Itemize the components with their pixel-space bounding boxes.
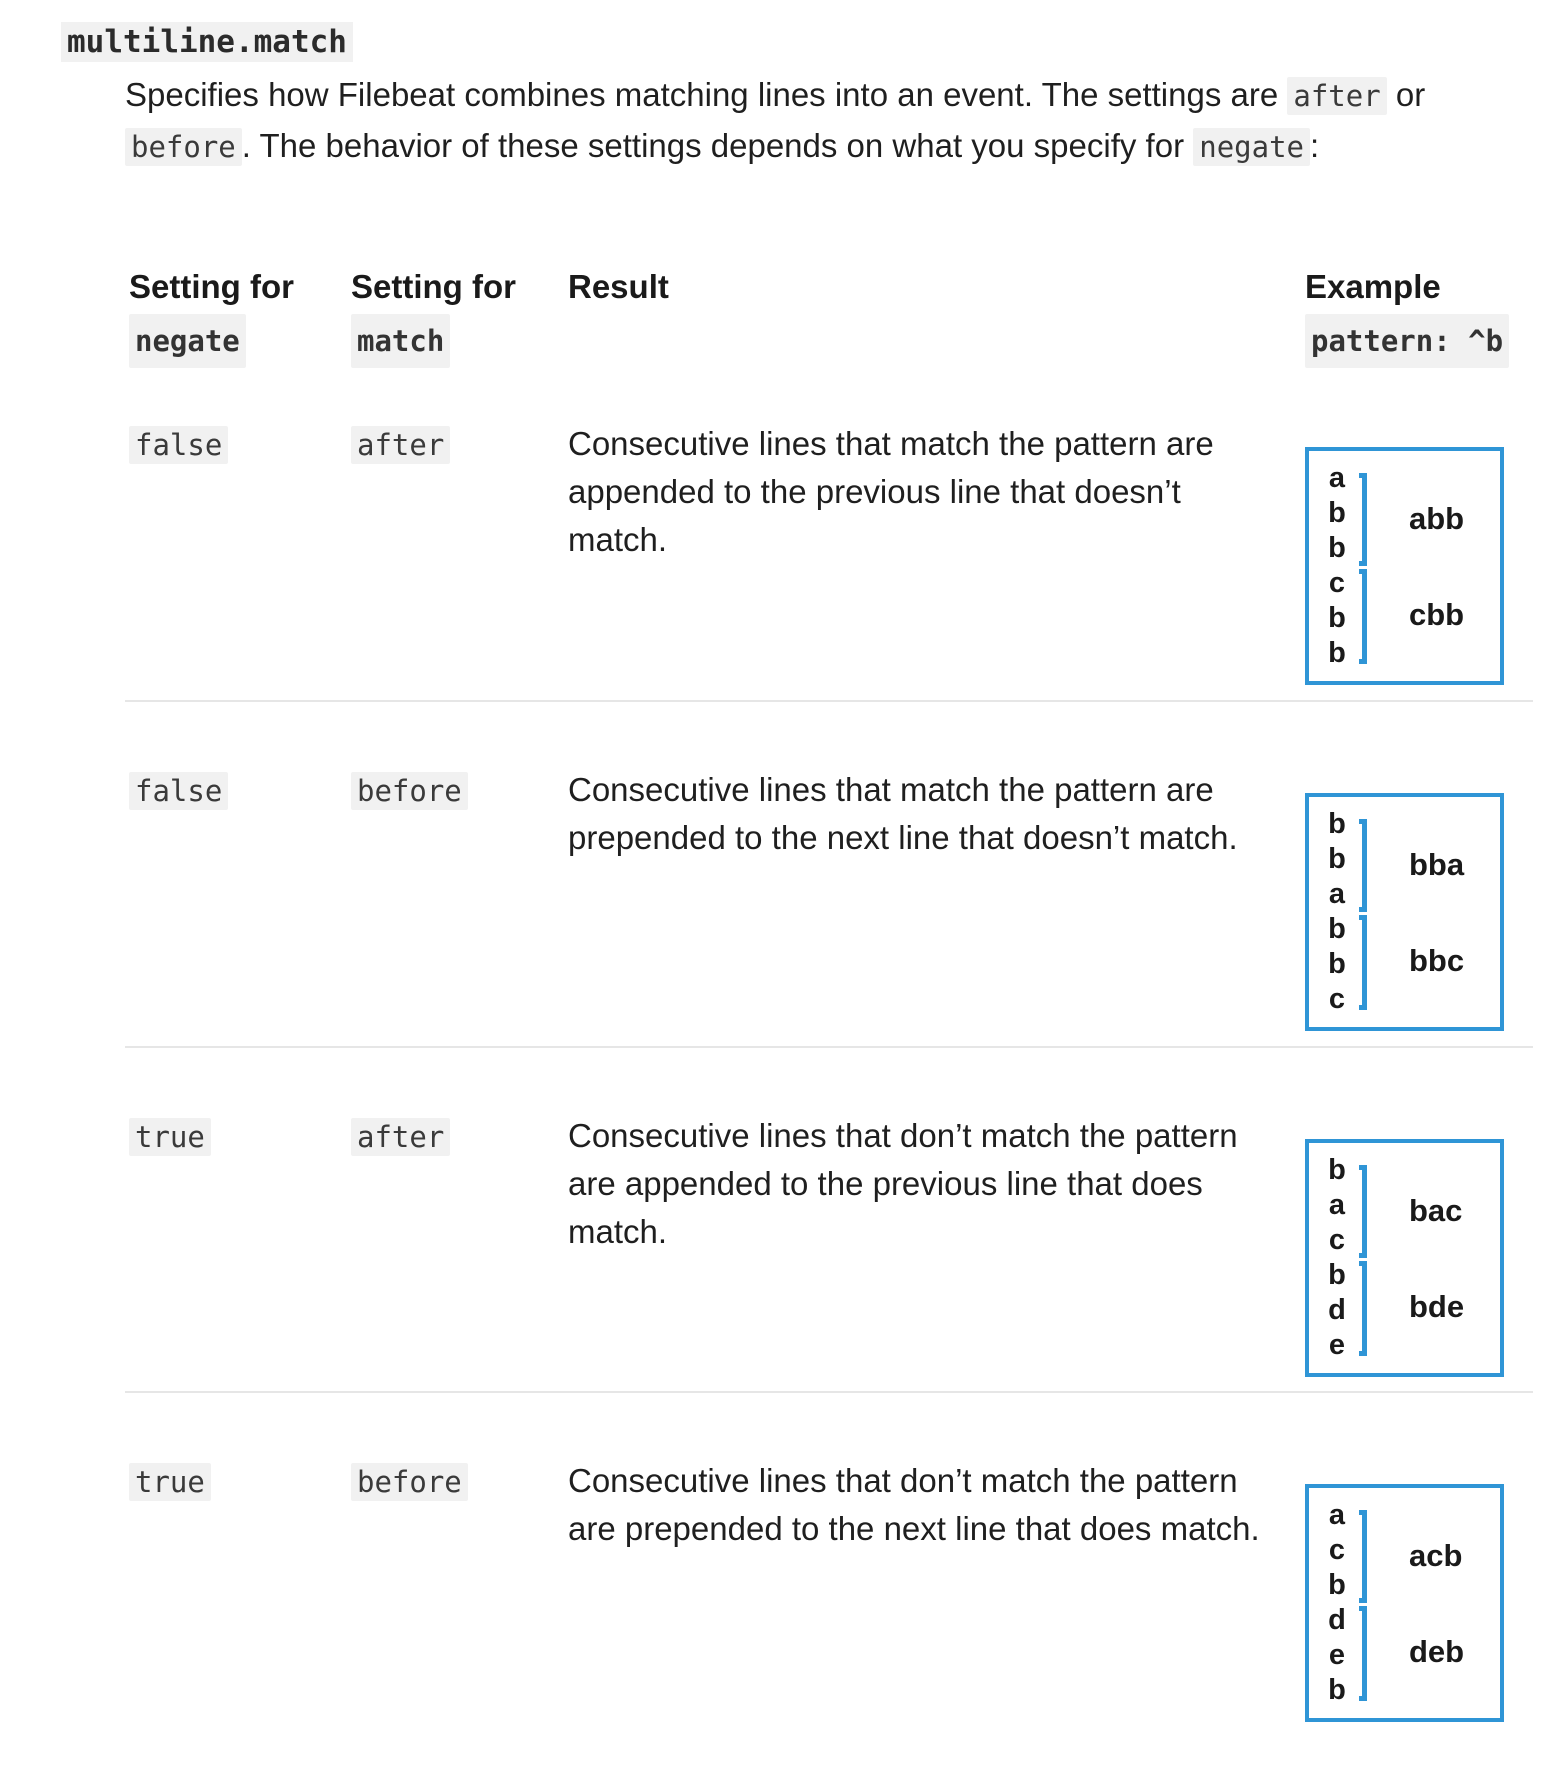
match-value: after [351,426,450,464]
inline-code-negate: negate [1193,128,1310,166]
combined-event: cbb [1409,597,1465,632]
input-line: b [1328,808,1346,840]
header-match [351,262,516,368]
match-value: before [351,772,468,810]
result-text: Consecutive lines that match the pattern are prepended to the next line that doesn’t match. [568,771,1238,856]
header-example-label: Example [1305,268,1441,305]
header-negate-label: Setting for [129,268,294,305]
input-line: c [1328,1224,1346,1256]
group-bracket-icon [1359,1510,1367,1603]
row-divider [125,1046,1533,1048]
table-row [125,736,1533,1084]
inline-code-before: before [125,128,242,166]
combined-event: bde [1409,1289,1465,1324]
header-negate-code: negate [129,314,246,368]
input-line: a [1328,462,1346,494]
combined-event: acb [1409,1538,1463,1573]
header-result-label: Result [568,268,669,305]
group-bracket-icon [1359,819,1367,912]
input-line: b [1328,1569,1346,1601]
description-text: : [1310,127,1320,164]
combined-event: bbc [1409,943,1465,978]
input-lines [1327,1498,1347,1708]
input-line: b [1328,1154,1346,1186]
result-text: Consecutive lines that match the pattern are appended to the previous line that doesn’t match. [568,425,1214,558]
combined-event: abb [1409,501,1465,536]
input-line: b [1328,602,1346,634]
combined-event: bac [1409,1193,1463,1228]
example-diagram [1305,1484,1504,1722]
input-line: b [1328,843,1346,875]
match-value: before [351,1463,468,1501]
table-row [125,1082,1533,1430]
example-diagram [1305,447,1504,685]
group-bracket-icon [1359,1606,1367,1701]
example-diagram [1305,1139,1504,1377]
input-line: a [1328,1189,1346,1221]
example-diagram [1305,793,1504,1031]
combined-event: deb [1409,1634,1465,1669]
input-line: b [1328,913,1346,945]
combined-event: bba [1409,847,1465,882]
inline-code-after: after [1287,77,1386,115]
input-line: b [1328,637,1346,669]
description-text: or [1386,76,1426,113]
input-line: e [1328,1639,1346,1671]
description-text: Specifies how Filebeat combines matching lines into an event. The settings are [125,76,1288,113]
header-negate [129,262,294,368]
header-result [568,262,669,312]
input-line: a [1328,878,1346,910]
header-example [1305,262,1509,368]
negate-value: true [129,1463,211,1501]
input-line: b [1328,532,1346,564]
group-bracket-icon [1359,1261,1367,1356]
input-lines [1327,807,1347,1017]
description-text: . The behavior of these settings depends on what you specify for [241,127,1194,164]
negate-value: true [129,1118,211,1156]
row-divider [125,1391,1533,1393]
input-line: b [1328,948,1346,980]
group-bracket-icon [1359,473,1367,566]
header-example-code: pattern: ^b [1305,314,1509,368]
match-value: after [351,1118,450,1156]
input-lines [1327,461,1347,671]
group-bracket-icon [1359,915,1367,1010]
negate-value: false [129,426,228,464]
input-lines [1327,1153,1347,1363]
result-text: Consecutive lines that don’t match the pattern are prepended to the next line that does match. [568,1462,1260,1547]
input-line: d [1328,1604,1346,1636]
term-title: multiline.match [61,22,353,62]
result-text: Consecutive lines that don’t match the pattern are appended to the previous line that does match. [568,1117,1238,1250]
input-line: c [1328,983,1346,1015]
row-divider [125,700,1533,702]
group-bracket-icon [1359,1165,1367,1258]
table-row [125,1427,1533,1775]
table-row [125,390,1533,738]
input-line: b [1328,1674,1346,1706]
input-line: b [1328,1259,1346,1291]
header-match-label: Setting for [351,268,516,305]
input-line: b [1328,497,1346,529]
input-line: c [1328,1534,1346,1566]
input-line: e [1328,1329,1346,1361]
negate-value: false [129,772,228,810]
input-line: d [1328,1294,1346,1326]
header-match-code: match [351,314,450,368]
term-description [125,70,1505,172]
input-line: a [1328,1499,1346,1531]
input-line: c [1328,567,1346,599]
group-bracket-icon [1359,569,1367,664]
